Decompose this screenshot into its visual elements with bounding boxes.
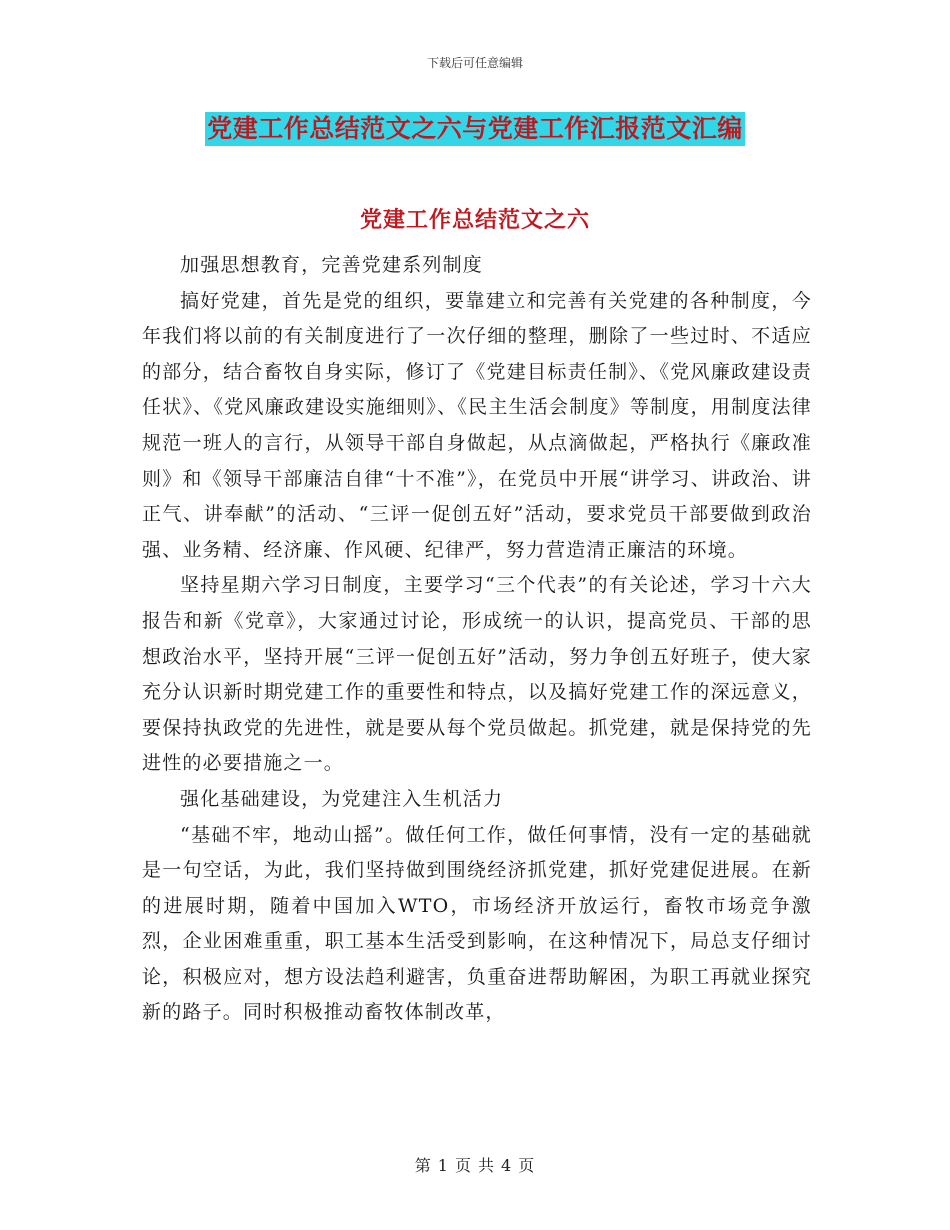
page-header-note: 下载后可任意编辑 (426, 56, 523, 70)
paragraph: 坚持星期六学习日制度，主要学习“三个代表”的有关论述，学习十六大报告和新《党章》，大家通过讨论，形成统一的认识，提高党员、干部的思想政治水平，坚持开展“三评一促创五好”活动，努力争创五好班子，使大家充分认识新时期党建工作的重要性和特点，以及搞好党建工作的深远意义，要保持执政党的先进性，就是要从每个党员做起。抓党建，就是保持党的先进性的必要措施之一。 (142, 574, 812, 775)
page-footer (0, 1153, 950, 1176)
paragraph-heading-1: 加强思想教育，完善党建系列制度 (180, 254, 484, 276)
footer-middle: 页 共 (454, 1156, 496, 1175)
footer-prefix: 第 (414, 1156, 432, 1175)
document-title: 党建工作总结范文之六与党建工作汇报范文汇编 (205, 112, 745, 146)
paragraph: 搞好党建，首先是党的组织，要靠建立和完善有关党建的各种制度，今年我们将以前的有关制度进行了一次仔细的整理，删除了一些过时、不适应的部分，结合畜牧自身实际，修订了《党建目标责任制》、《党风廉政建设责任状》、《党风廉政建设实施细则》、《民主生活会制度》等制度，用制度法律规范一班人的言行，从领导干部自身做起，从点滴做起，严格执行《廉政准则》和《领导干部廉洁自律“十不准”》，在党员中开展“讲学习、讲政治、讲正气、讲奉献”的活动、“三评一促创五好”活动，要求党员干部要做到政治强、业务精、经济廉、作风硬、纪律严，努力营造清正廉洁的环境。 (142, 289, 812, 561)
footer-current-page: 1 (437, 1156, 449, 1175)
section-title: 党建工作总结范文之六 (359, 207, 590, 233)
paragraph: “基础不牢，地动山摇”。做任何工作，做任何事情，没有一定的基础就是一句空话，为此，我们坚持做到围绕经济抓党建，抓好党建促进展。在新的进展时期，随着中国加入WTO，市场经济开放运行，畜牧市场竞争激烈，企业困难重重，职工基本生活受到影响，在这种情况下，局总支仔细讨论，积极应对，想方设法趋利避害，负重奋进帮助解困，为职工再就业探究新的路子。同时积极推动畜牧体制改革， (142, 823, 812, 1024)
paragraph-heading-2: 强化基础建设，为党建注入生机活力 (180, 787, 504, 810)
document-body (142, 248, 812, 1031)
footer-suffix: 页 (518, 1156, 536, 1175)
footer-total-pages: 4 (501, 1156, 513, 1175)
document-title-container (0, 112, 950, 146)
